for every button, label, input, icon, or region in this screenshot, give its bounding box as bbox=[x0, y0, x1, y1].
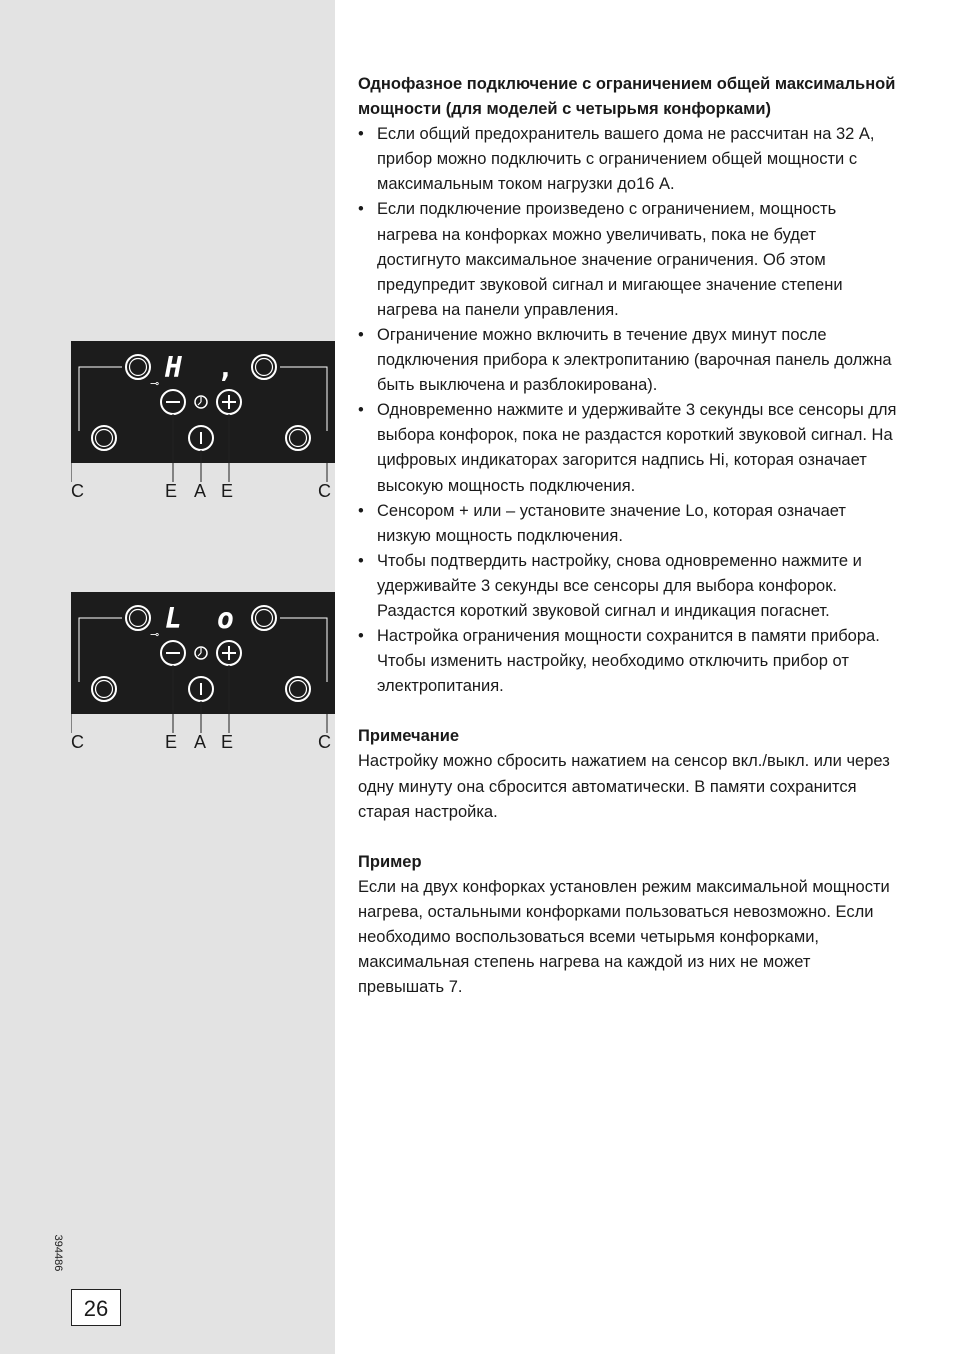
document-code: 394486 bbox=[52, 1234, 64, 1272]
page-number: 26 bbox=[71, 1289, 121, 1326]
list-item: • Если общий предохранитель вашего дома не рассчитан на 32 А, прибор можно подключить с ограничением общей мощности с максимальным током нагрузки до16 А. bbox=[358, 122, 898, 197]
display-readout: H bbox=[165, 351, 182, 384]
list-item: • Чтобы подтвердить настройку, снова одновременно нажмите и удерживайте 3 секунды все сенсоры для выбора конфорок. Раздастся короткий звуковой сигнал и индикация погаснет. bbox=[358, 549, 898, 624]
example-title: Пример bbox=[358, 852, 422, 871]
label-e-right: E bbox=[221, 732, 234, 752]
label-a: A bbox=[194, 732, 207, 752]
note-text: Настройку можно сбросить нажатием на сенсор вкл./выкл. или через одну минуту она сбросится автоматически. В памяти сохранится старая настройка. bbox=[358, 752, 890, 821]
label-a: A bbox=[194, 481, 207, 501]
label-e-right: E bbox=[221, 481, 234, 501]
label-c-right: C bbox=[318, 481, 331, 501]
control-panel-lo bbox=[71, 592, 335, 753]
key-lock-icon: ⊸ bbox=[150, 629, 160, 641]
svg-text:o: o bbox=[217, 602, 234, 635]
list-item: • Одновременно нажмите и удерживайте 3 секунды все сенсоры для выбора конфорок, пока не раздастся короткий звуковой сигнал. На цифровых индикаторах загорится надпись Hi, которая означает высокую мощность подключения. bbox=[358, 398, 898, 498]
label-c-left: C bbox=[71, 732, 84, 752]
instruction-list bbox=[358, 122, 898, 699]
control-panel-hi bbox=[71, 341, 335, 502]
svg-text:,: , bbox=[217, 351, 234, 384]
list-item: • Ограничение можно включить в течение двух минут после подключения прибора к электропитанию (варочная панель должна быть выключена и разблокирована). bbox=[358, 323, 898, 398]
label-e-left: E bbox=[165, 732, 178, 752]
note-title: Примечание bbox=[358, 727, 460, 746]
example-text: Если на двух конфорках установлен режим максимальной мощности нагрева, остальными конфорками пользоваться невозможно. Если необходимо воспользоваться всеми четырьмя конфорками, максимальная степень нагрева на каждой из них не может превышать 7. bbox=[358, 877, 890, 997]
label-c-right: C bbox=[318, 732, 331, 752]
label-c-left: C bbox=[71, 481, 84, 501]
label-e-left: E bbox=[165, 481, 178, 501]
key-lock-icon: ⊸ bbox=[150, 378, 160, 390]
display-readout: L bbox=[165, 602, 182, 635]
list-item: • Если подключение произведено с ограничением, мощность нагрева на конфорках можно увеличивать, пока не будет достигнуто максимальное значение ограничения. Об этом предупредит звуковой сигнал и мигающее значение степени нагрева на панели управления. bbox=[358, 197, 898, 322]
main-content bbox=[358, 72, 898, 1000]
section-heading: Однофазное подключение с ограничением общей максимальной мощности (для моделей с четырьмя конфорками) bbox=[358, 75, 896, 119]
list-item: • Настройка ограничения мощности сохранится в памяти прибора. Чтобы изменить настройку, необходимо отключить прибор от электропитания. bbox=[358, 624, 898, 699]
list-item: • Сенсором + или – установите значение Lo, которая означает низкую мощность подключения. bbox=[358, 499, 898, 549]
